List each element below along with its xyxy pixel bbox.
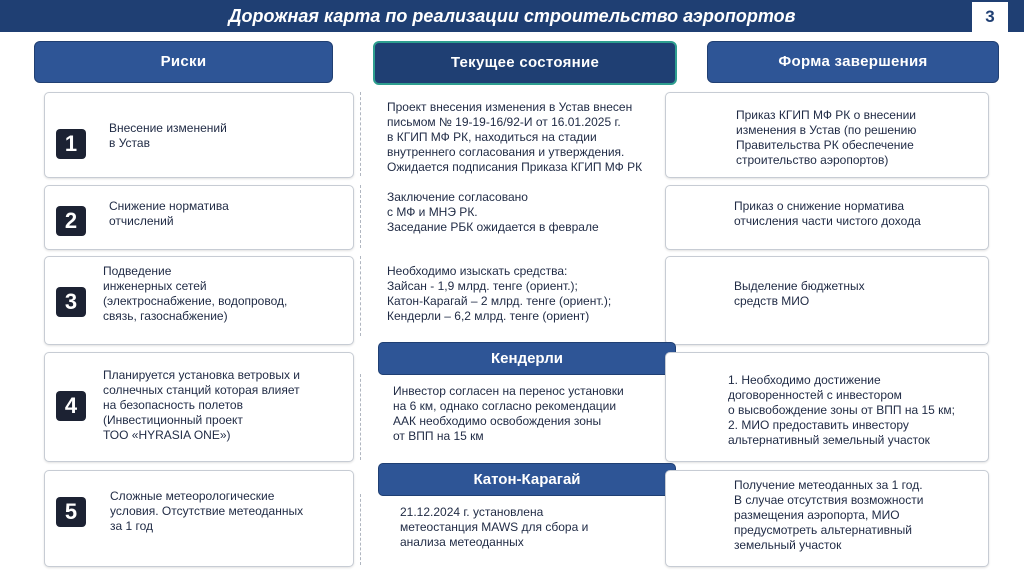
location-katon-karagay-button[interactable]: Катон-Карагай [378,463,676,496]
row-divider-1 [360,92,361,176]
risk-text-4: Планируется установка ветровых и солнечных станций которая влияет на безопасность полетов (Инвестиционный проект ТОО «HYRASIA ONE») [103,368,300,442]
current-text-5: 21.12.2024 г. установлена метеостанция MAWS для сбора и анализа метеоданных [400,505,589,549]
row-number-1: 1 [56,129,86,159]
row-number-5: 5 [56,497,86,527]
finish-text-5: Получение метеоданных за 1 год. В случае отсутствия возможности размещения аэропорта, МИО предусмотреть альтернативный земельный участок [734,478,924,552]
risk-text-1: Внесение изменений в Устав [109,121,227,150]
row-divider-5 [360,494,361,565]
row-divider-2 [360,185,361,248]
current-state-header-button[interactable]: Текущее состояние [373,41,677,85]
current-text-3: Необходимо изыскать средства: Зайсан - 1,9 млрд. тенге (ориент.); Катон-Карагай – 2 млрд. тенге (ориент.); Кендерли – 6,2 млрд. тенге (ориент) [387,264,612,323]
finish-text-4: 1. Необходимо достижение договоренностей с инвестором о высвобождение зоны от ВПП на 15 км; 2. МИО предоставить инвестору альтернативный земельный участок [728,373,955,447]
row-number-4: 4 [56,391,86,421]
risks-header-button[interactable]: Риски [34,41,333,83]
row-divider-4 [360,374,361,460]
page-number: 3 [972,2,1008,32]
finish-text-2: Приказ о снижение норматива отчисления части чистого дохода [734,199,921,228]
risk-text-5: Сложные метеорологические условия. Отсутствие метеоданных за 1 год [110,489,304,533]
current-text-1: Проект внесения изменения в Устав внесен письмом № 19-19-16/92-И от 16.01.2025 г. в КГИП МФ РК, находиться на стадии внутреннего согласования и утверждения. Ожидается подписания Приказа КГИП МФ РК [387,100,643,174]
location-kenderli-button[interactable]: Кендерли [378,342,676,375]
completion-form-header-button[interactable]: Форма завершения [707,41,999,83]
row-number-3: 3 [56,287,86,317]
current-text-4: Инвестор согласен на перенос установки на 6 км, однако согласно рекомендации ААК необходимо освобождения зоны от ВПП на 15 км [393,384,624,443]
finish-text-3: Выделение бюджетных средств МИО [734,279,865,308]
page-title: Дорожная карта по реализации строительство аэропортов [228,6,796,26]
finish-text-1: Приказ КГИП МФ РК о внесении изменения в Устав (по решению Правительства РК обеспечение строительство аэропортов) [736,108,917,167]
risk-text-2: Снижение норматива отчислений [109,199,229,228]
risk-text-3: Подведение инженерных сетей (электроснабжение, водопровод, связь, газоснабжение) [103,264,288,323]
row-number-2: 2 [56,206,86,236]
row-divider-3 [360,256,361,336]
current-text-2: Заключение согласовано с МФ и МНЭ РК. Заседание РБК ожидается в феврале [387,190,599,234]
